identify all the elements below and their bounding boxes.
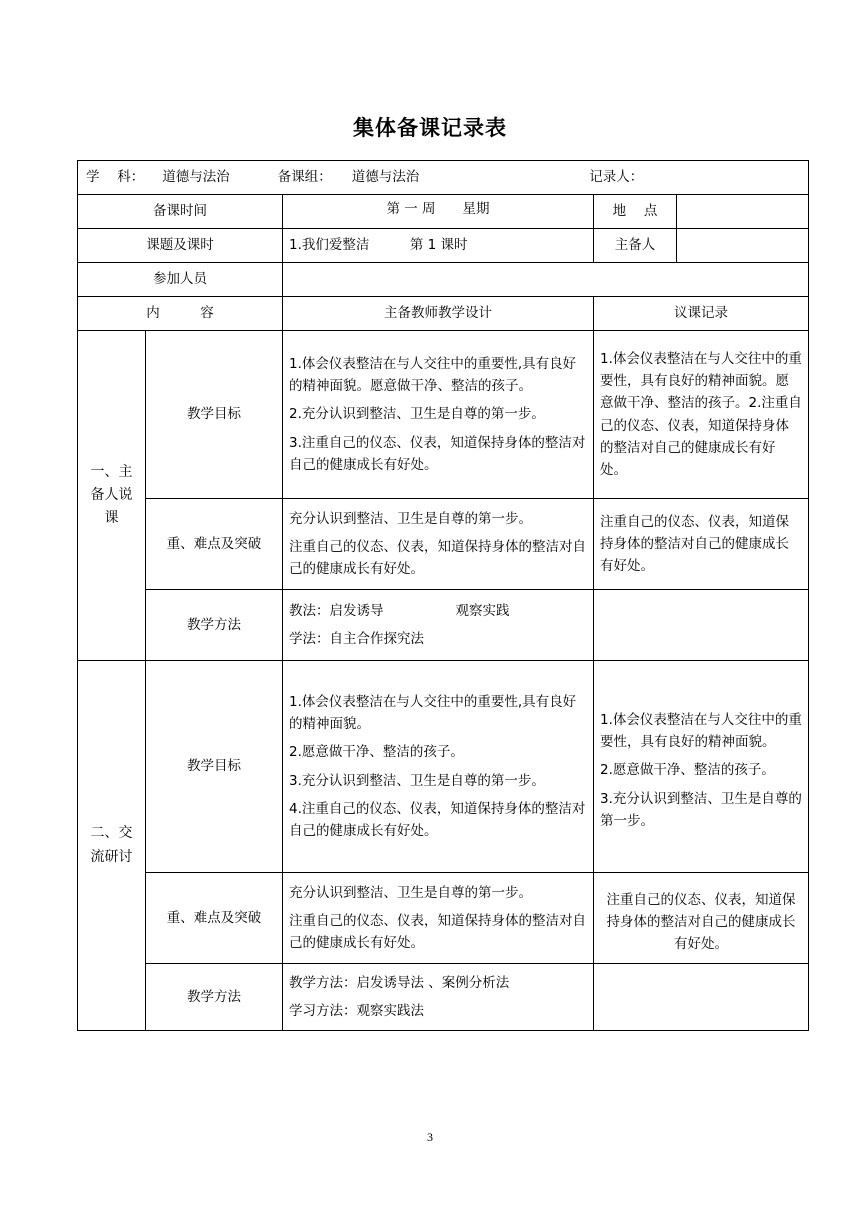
place-label: 地 点 — [594, 195, 677, 229]
section-2-label: 二、交流研讨 — [78, 661, 146, 1031]
s1-keypoints-design — [283, 499, 594, 590]
s1-keypoint-1: 充分认识到整洁、卫生是自尊的第一步。 — [289, 510, 532, 527]
s1-methods-design — [283, 590, 594, 661]
s1-methods-discussion — [594, 590, 809, 661]
topic-value: 1.我们爱整洁 第 1 课时 — [283, 229, 594, 263]
s1-teaching-method-suffix: 观察实践 — [455, 602, 510, 619]
presenter-value — [677, 229, 809, 263]
s2-keypoints-note: 注重自己的仪态、仪表，知道保持身体的整洁对自己的健康成长有好处。 — [606, 891, 796, 953]
s2-teaching-method: 教学方法：启发诱导法 、案例分析法 — [289, 974, 510, 991]
s1-objectives-discussion — [594, 331, 809, 499]
topic-label: 课题及课时 — [78, 229, 283, 263]
time-value: 第 一 周 星期 — [283, 195, 594, 229]
s2-objective-3: 3.充分认识到整洁、卫生是自尊的第一步。 — [289, 772, 545, 789]
s1-teaching-method-prefix: 教法：启发诱导 — [289, 602, 384, 619]
s2-keypoint-2: 注重自己的仪态、仪表，知道保持身体的整洁对自己的健康成长有好处。 — [289, 912, 586, 952]
s1-objectives-row — [78, 331, 809, 499]
column-header-row — [78, 297, 809, 331]
s2-objectives-design — [283, 661, 594, 873]
s2-discussion-3: 3.充分认识到整洁、卫生是自尊的第一步。 — [600, 790, 802, 829]
recorder-label: 记录人： — [589, 169, 644, 186]
s1-objective-3: 3.注重自己的仪态、仪表，知道保持身体的整洁对自己的健康成长有好处。 — [289, 434, 586, 473]
s1-methods-label: 教学方法 — [146, 590, 283, 661]
presenter-label: 主备人 — [594, 229, 677, 263]
s2-objective-2: 2.愿意做干净、整洁的孩子。 — [289, 744, 464, 761]
s1-objectives-note: 1.体会仪表整洁在与人交往中的重要性，具有良好的精神面貌。愿意做干净、整洁的孩子。2.注重自己的仪态、仪表，知道保持身体的整洁对自己的健康成长有好处。 — [600, 350, 802, 479]
time-row — [78, 195, 809, 229]
s1-keypoints-label: 重、难点及突破 — [146, 499, 283, 590]
section-1-label: 一、主备人说课 — [78, 331, 146, 661]
s2-methods-design — [283, 964, 594, 1031]
participants-value — [283, 263, 809, 297]
s2-learning-method: 学习方法：观察实践法 — [289, 1003, 424, 1019]
header-row — [78, 161, 809, 195]
s1-keypoints-note: 注重自己的仪态、仪表，知道保持身体的整洁对自己的健康成长有好处。 — [600, 513, 789, 575]
s2-objectives-discussion — [594, 661, 809, 873]
s1-keypoint-2: 注重自己的仪态、仪表，知道保持身体的整洁对自己的健康成长有好处。 — [289, 538, 586, 578]
s2-keypoints-design — [283, 873, 594, 964]
header-cell — [78, 161, 809, 195]
s1-keypoints-row — [78, 499, 809, 590]
s2-keypoints-label: 重、难点及突破 — [146, 873, 283, 964]
participants-label: 参加人员 — [78, 263, 283, 297]
content-column-header: 内 容 — [78, 297, 283, 331]
s1-learning-method: 学法：自主合作探究法 — [289, 631, 424, 647]
lesson-prep-record-table — [77, 160, 809, 1031]
s2-keypoints-discussion — [594, 873, 809, 964]
s2-objectives-row — [78, 661, 809, 873]
participants-row — [78, 263, 809, 297]
s2-objective-1: 1.体会仪表整洁在与人交往中的重要性,具有良好的精神面貌。 — [289, 693, 577, 732]
group-value: 道德与法治 — [351, 169, 420, 186]
s2-keypoints-row — [78, 873, 809, 964]
topic-row — [78, 229, 809, 263]
time-label: 备课时间 — [78, 195, 283, 229]
page-number: 3 — [427, 1130, 433, 1144]
s1-objectives-label: 教学目标 — [146, 331, 283, 499]
s2-methods-row — [78, 964, 809, 1031]
s2-discussion-2: 2.愿意做干净、整洁的孩子。 — [600, 762, 775, 779]
s1-teaching-method — [289, 600, 587, 622]
subject-value: 道德与法治 — [162, 169, 230, 186]
s2-discussion-1: 1.体会仪表整洁在与人交往中的重要性，具有良好的精神面貌。 — [600, 711, 802, 751]
s1-objective-1: 1.体会仪表整洁在与人交往中的重要性,具有良好的精神面貌。愿意做干净、整洁的孩子。 — [289, 355, 577, 395]
place-value — [677, 195, 809, 229]
s1-objectives-design — [283, 331, 594, 499]
s2-keypoint-1: 充分认识到整洁、卫生是自尊的第一步。 — [289, 884, 532, 901]
s1-objective-2: 2.充分认识到整洁、卫生是自尊的第一步。 — [289, 406, 545, 423]
design-column-header: 主备教师教学设计 — [283, 297, 594, 331]
s2-objectives-label: 教学目标 — [146, 661, 283, 873]
document-title: 集体备课记录表 — [353, 116, 507, 140]
s2-methods-discussion — [594, 964, 809, 1031]
s2-methods-label: 教学方法 — [146, 964, 283, 1031]
s1-methods-row — [78, 590, 809, 661]
s1-keypoints-discussion — [594, 499, 809, 590]
subject-label: 学 科： — [86, 169, 145, 186]
s2-objective-4: 4.注重自己的仪态、仪表，知道保持身体的整洁对自己的健康成长有好处。 — [289, 800, 586, 840]
discussion-column-header: 议课记录 — [594, 297, 809, 331]
group-label: 备课组： — [277, 169, 332, 186]
